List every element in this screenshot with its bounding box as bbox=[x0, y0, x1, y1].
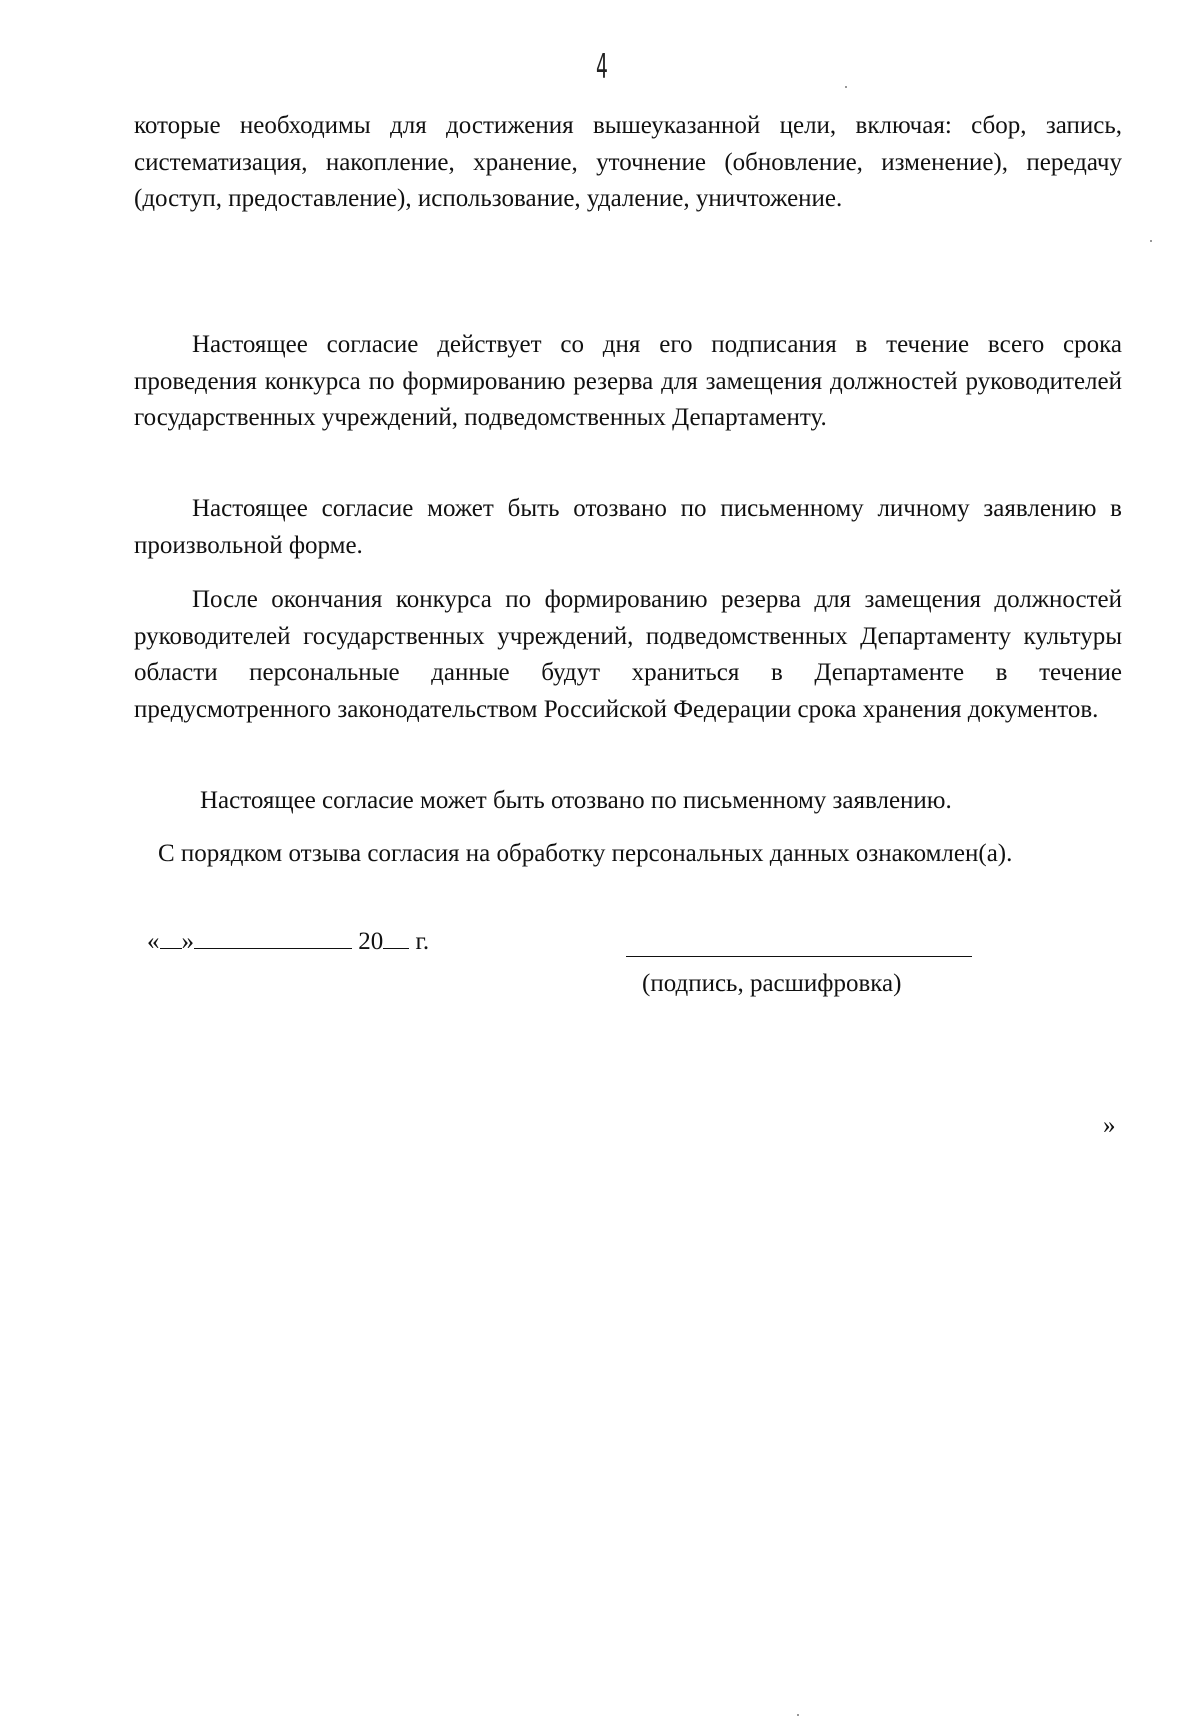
day-blank bbox=[160, 924, 182, 949]
paragraph-revocation-statement: Настоящее согласие может быть отозвано по письменному заявлению. bbox=[200, 787, 952, 814]
date-line bbox=[147, 924, 429, 960]
date-open-quote: « bbox=[147, 928, 160, 955]
signature-caption: (подпись, расшифровка) bbox=[642, 970, 902, 997]
month-blank bbox=[194, 924, 352, 949]
year-prefix: 20 bbox=[358, 928, 384, 955]
paragraph-processing-actions: которые необходимы для достижения вышеуказанной цели, включая: сбор, запись, систематизация, накопление, хранение, уточнение (обновление, изменение), передачу (доступ, предоставление), использование, удаление, уничтожение. bbox=[134, 112, 1122, 212]
scan-speck bbox=[1150, 240, 1152, 242]
paragraph-acknowledgement: С порядком отзыва согласия на обработку персональных данных ознакомлен(а). bbox=[158, 840, 1013, 867]
scan-speck bbox=[797, 1714, 799, 1716]
scan-speck bbox=[845, 86, 847, 88]
date-close-quote: » bbox=[181, 928, 194, 955]
paragraph-consent-duration: Настоящее согласие действует со дня его подписания в течение всего срока проведения конкурса по формированию резерва для замещения должностей руководителей государственных учреждений, подведомственных Департаменту. bbox=[134, 331, 1122, 431]
page-number: 4 bbox=[596, 47, 608, 87]
paragraph-revocation-written: Настоящее согласие может быть отозвано по письменному личному заявлению в произвольной форме. bbox=[134, 495, 1122, 559]
signature-line bbox=[626, 956, 972, 957]
year-blank bbox=[383, 924, 409, 949]
paragraph-data-retention: После окончания конкурса по формированию резерва для замещения должностей руководителей государственных учреждений, подведомственных Департаменту культуры области персональные данные будут храниться в Департаменте в течение предусмотренного законодательством Российской Федерации срока хранения документов. bbox=[134, 586, 1122, 723]
year-suffix: г. bbox=[409, 928, 430, 955]
closing-quote: » bbox=[1103, 1112, 1116, 1139]
